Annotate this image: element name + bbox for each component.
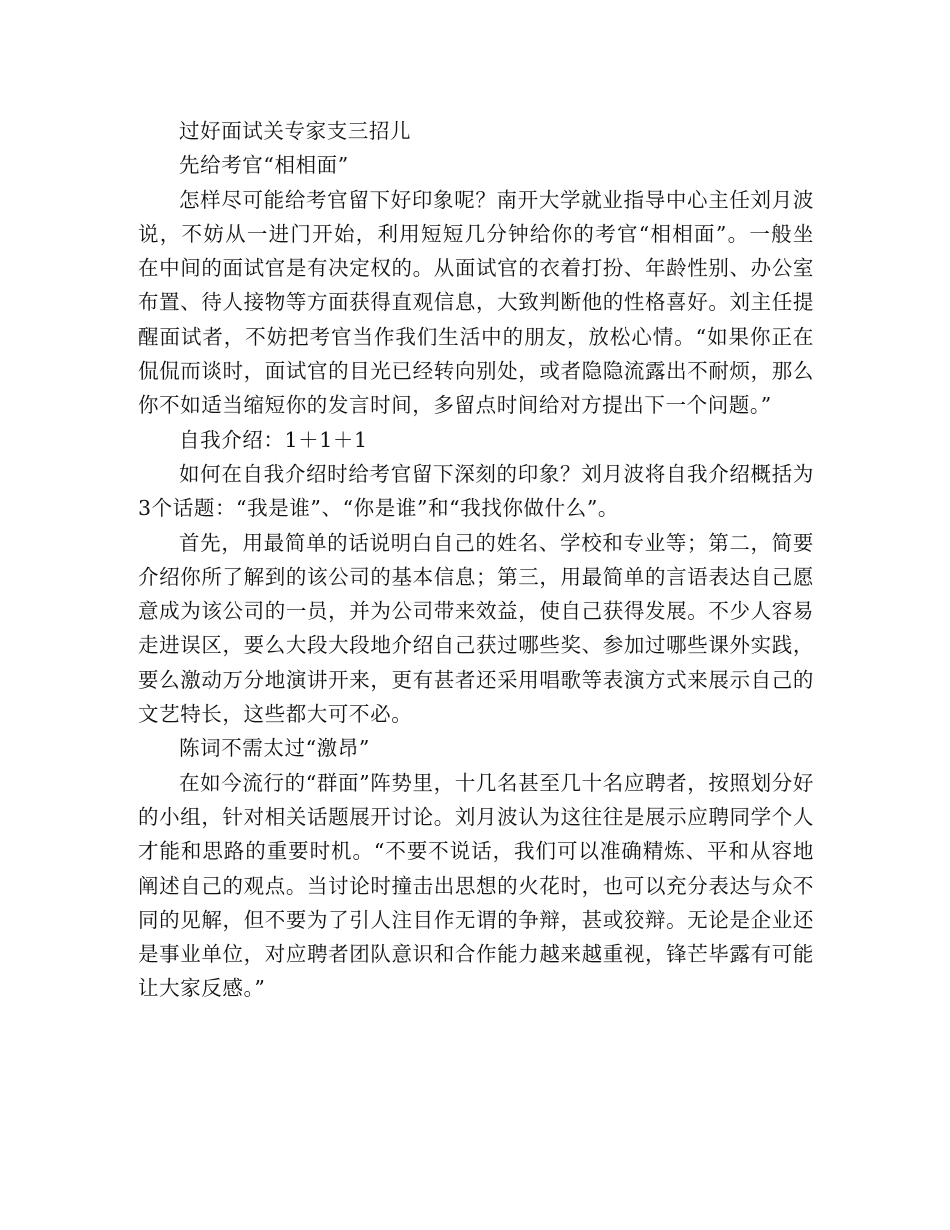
section-heading-group-discussion: 陈词不需太过“激昂”: [179, 736, 370, 761]
paragraph-self-intro-steps: 首先，用最简单的话说明白自己的姓名、学校和专业等；第二，简要介绍你所了解到的该公司的基本信息；第三，用最简单的言语表达自己愿意成为该公司的一员，并为公司带来效益，使自己获得发展。不少人容易走进误区，要么大段大段地介绍自己获过哪些奖、参加过哪些课外实践，要么激动万分地演讲开来，更有甚者还采用唱歌等表演方式来展示自己的文艺特长，这些都大可不必。: [138, 530, 814, 727]
section-heading-first-impression: 先给考官“相相面”: [179, 153, 349, 178]
paragraph-group-discussion: 在如今流行的“群面”阵势里，十几名甚至几十名应聘者，按照划分好的小组，针对相关话题展开讨论。刘月波认为这往往是展示应聘同学个人才能和思路的重要时机。“不要不说话，我们可以准确精炼、平和从容地阐述自己的观点。当讨论时撞击出思想的火花时，也可以充分表达与众不同的见解，但不要为了引人注目作无谓的争辩，甚或狡辩。无论是企业还是事业单位，对应聘者团队意识和合作能力越来越重视，锋芒毕露有可能让大家反感。”: [138, 770, 814, 1001]
paragraph-self-intro-topics: 如何在自我介绍时给考官留下深刻的印象？刘月波将自我介绍概括为3个话题：“我是谁”、“你是谁”和“我找你做什么”。: [138, 461, 814, 521]
document-title: 过好面试关专家支三招儿: [179, 119, 412, 143]
section-heading-self-intro: 自我介绍：1＋1＋1: [179, 427, 368, 452]
document-body: [138, 114, 814, 1006]
paragraph-first-impression: 怎样尽可能给考官留下好印象呢？南开大学就业指导中心主任刘月波说，不妨从一进门开始，利用短短几分钟给你的考官“相相面”。一般坐在中间的面试官是有决定权的。从面试官的衣着打扮、年龄性别、办公室布置、待人接物等方面获得直观信息，大致判断他的性格喜好。刘主任提醒面试者，不妨把考官当作我们生活中的朋友，放松心情。“如果你正在侃侃而谈时，面试官的目光已经转向别处，或者隐隐流露出不耐烦，那么你不如适当缩短你的发言时间，多留点时间给对方提出下一个问题。”: [138, 187, 814, 418]
